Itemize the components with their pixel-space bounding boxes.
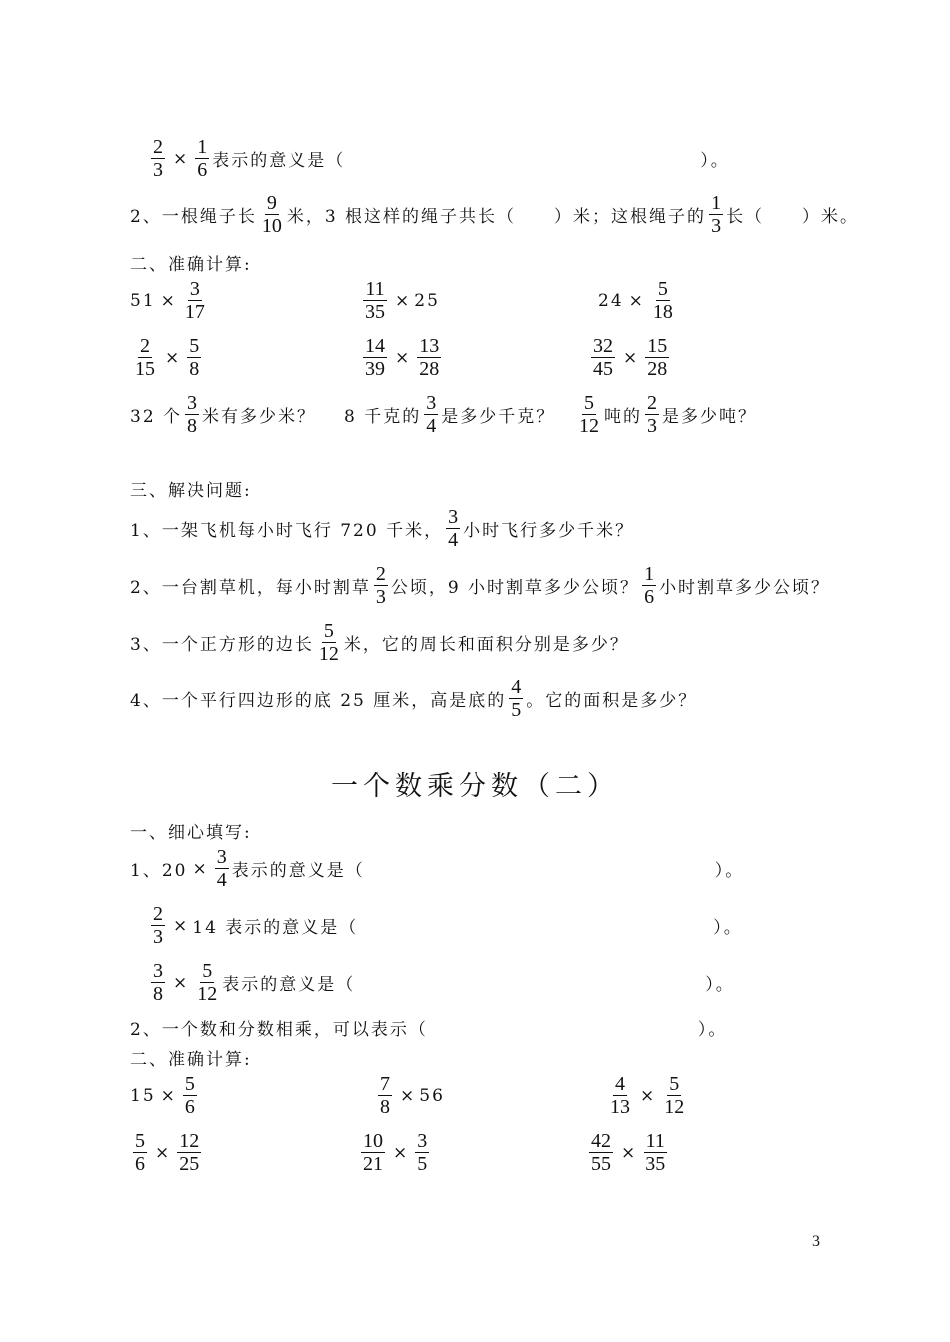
fraction: $\frac{1}{6}$ bbox=[197, 136, 208, 181]
problem-1: 1、一架飞机每小时飞行 720 千米， $\frac{3}{4}$ 小时飞行多少千米？ bbox=[130, 506, 635, 551]
calc-item: $\frac{2}{15}$ × $\frac{5}{8}$ bbox=[135, 335, 200, 380]
calc-item: $\frac{7}{8}$ × 56 bbox=[380, 1073, 445, 1118]
calc-item: $\frac{42}{55}$ × $\frac{11}{35}$ bbox=[591, 1130, 666, 1175]
fill-item-2: $\frac{2}{3}$ × 14 表示的意义是（ ）。 bbox=[153, 903, 743, 948]
answer-blank-close: ）。 bbox=[700, 151, 730, 171]
word-problem: 32 个 $\frac{3}{8}$ 米有多少米？ bbox=[130, 392, 317, 437]
calc-item: $\frac{32}{45}$ × $\frac{15}{28}$ bbox=[593, 335, 668, 380]
fraction: $\frac{2}{3}$ bbox=[153, 136, 163, 181]
fill-item-3: $\frac{3}{8}$ × $\frac{5}{12}$ 表示的意义是（ ）。 bbox=[153, 960, 735, 1005]
meaning-question-line: $\frac{2}{3}$ × $\frac{1}{6}$ 表示的意义是（ ）。 bbox=[153, 136, 730, 181]
word-problem: 8 千克的 $\frac{3}{4}$ 是多少千克？ bbox=[344, 392, 556, 437]
calc-item: $\frac{11}{35}$ × 25 bbox=[365, 278, 440, 323]
calc-item: $\frac{4}{13}$ × $\frac{5}{12}$ bbox=[610, 1073, 685, 1118]
section-heading: 一、细心填写: bbox=[130, 823, 252, 843]
problem-3: 3、一个正方形的边长 $\frac{5}{12}$ 米，它的周长和面积分别是多少？ bbox=[130, 620, 629, 665]
problem-4: 4、一个平行四边形的底 25 厘米，高是底的 $\frac{4}{5}$ 。它的面积是多少？ bbox=[130, 676, 698, 721]
section-heading: 三、解决问题: bbox=[130, 481, 252, 501]
problem-2: 2、一台割草机，每小时割草 $\frac{2}{3}$ 公顷，9 小时割草多少公顷？ $\frac{1}{6}$ 小时割草多少公顷？ bbox=[130, 563, 831, 608]
page-number: 3 bbox=[812, 1233, 820, 1250]
page-title: 一个数乘分数（二） bbox=[331, 771, 619, 802]
calc-item: 24 × $\frac{5}{18}$ bbox=[598, 278, 673, 323]
fill-item-1: 1、20 × $\frac{3}{4}$ 表示的意义是（ ）。 bbox=[130, 846, 745, 891]
calc-item: $\frac{10}{21}$ × $\frac{3}{5}$ bbox=[363, 1130, 428, 1175]
calc-item: 15 × $\frac{5}{6}$ bbox=[130, 1073, 195, 1118]
calc-item: 51 × $\frac{3}{17}$ bbox=[130, 278, 205, 323]
word-problem: $\frac{5}{12}$ 吨的 $\frac{2}{3}$ 是多少吨？ bbox=[579, 392, 757, 437]
question-text: 表示的意义是（ bbox=[212, 151, 346, 171]
fraction: $\frac{1}{3}$ bbox=[711, 192, 722, 237]
calc-item: $\frac{14}{39}$ × $\frac{13}{28}$ bbox=[365, 335, 440, 380]
section-heading: 二、准确计算: bbox=[130, 1050, 252, 1070]
calc-item: $\frac{5}{6}$ × $\frac{12}{25}$ bbox=[135, 1130, 200, 1175]
section-heading: 二、准确计算: bbox=[130, 255, 252, 275]
fraction: $\frac{9}{10}$ bbox=[261, 192, 282, 237]
rope-question-line: 2、一根绳子长 $\frac{9}{10}$ 米，3 根这样的绳子共长（ ）米；这根绳子的 $\frac{1}{3}$ 长（ ）米。 bbox=[130, 192, 860, 237]
fill-item-4: 2、一个数和分数相乘，可以表示（ ）。 bbox=[130, 1020, 728, 1040]
